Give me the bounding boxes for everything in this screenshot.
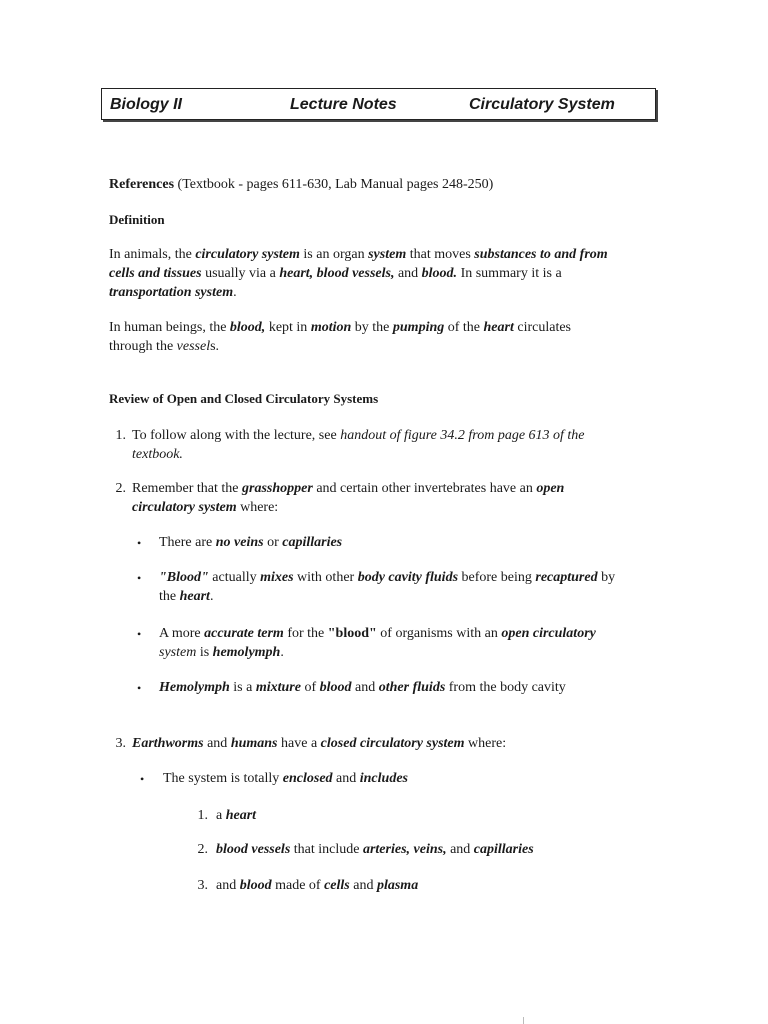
emphasis: blood. bbox=[421, 266, 458, 281]
emphasis: arteries, veins, bbox=[362, 842, 447, 857]
emphasis: mixes bbox=[260, 570, 294, 585]
review-heading: Review of Open and Closed Circulatory Systems bbox=[109, 391, 379, 406]
emphasis: plasma bbox=[376, 878, 419, 893]
item2-bullet3-line2 bbox=[159, 643, 284, 662]
item2-bullet2-line1 bbox=[159, 568, 615, 587]
subitem-number: 1. bbox=[197, 808, 208, 823]
definition-p1-line2 bbox=[109, 264, 562, 283]
emphasis: blood vessels bbox=[216, 842, 291, 857]
text-run: have a bbox=[277, 736, 321, 751]
emphasis: open bbox=[536, 481, 565, 496]
item2-line2 bbox=[132, 498, 278, 517]
text-run: where: bbox=[464, 736, 507, 751]
text-run: and bbox=[351, 680, 379, 695]
item-number: 2. bbox=[115, 481, 126, 496]
text-run: In summary it is a bbox=[457, 266, 562, 281]
emphasis: blood bbox=[239, 878, 272, 893]
emphasis: enclosed bbox=[282, 771, 333, 786]
emphasis: accurate term bbox=[204, 626, 284, 641]
text-run: through the bbox=[109, 339, 177, 354]
emphasis: circulatory system bbox=[195, 247, 300, 262]
text-run: from the body cavity bbox=[445, 680, 566, 695]
text-run: of organisms with an bbox=[376, 626, 502, 641]
text-run: is bbox=[196, 645, 213, 660]
emphasis: closed circulatory system bbox=[320, 736, 465, 751]
text-run: a bbox=[216, 808, 226, 823]
emphasis: recaptured bbox=[535, 570, 598, 585]
item-number: 3. bbox=[115, 736, 126, 751]
text-run: is a bbox=[229, 680, 256, 695]
text-run: There are bbox=[159, 535, 216, 550]
emphasis: "blood" bbox=[327, 626, 377, 641]
item2-bullet3-line1 bbox=[159, 624, 596, 643]
emphasis: capillaries bbox=[473, 842, 534, 857]
subitem-number: 3. bbox=[197, 878, 208, 893]
emphasis: vessel bbox=[176, 339, 211, 354]
text-run: by bbox=[597, 570, 616, 585]
emphasis: Hemolymph bbox=[159, 680, 230, 695]
emphasis: open circulatory bbox=[501, 626, 596, 641]
definition-p2-line1 bbox=[109, 318, 571, 337]
emphasis: "Blood" bbox=[159, 570, 209, 585]
text-run: that include bbox=[290, 842, 363, 857]
emphasis: mixture bbox=[255, 680, 301, 695]
emphasis: humans bbox=[230, 736, 278, 751]
bullet-icon: • bbox=[137, 627, 142, 641]
text-run: A more bbox=[159, 626, 205, 641]
bullet-icon: • bbox=[140, 772, 145, 786]
text-run: and bbox=[332, 771, 360, 786]
text-run: usually via a bbox=[201, 266, 280, 281]
definition-p2-line2 bbox=[109, 337, 219, 356]
emphasis: grasshopper bbox=[242, 481, 313, 496]
text-run: Remember that the bbox=[132, 481, 243, 496]
text-run: the bbox=[159, 589, 180, 604]
emphasis: blood, bbox=[229, 320, 266, 335]
emphasis: transportation system bbox=[109, 285, 234, 300]
emphasis: other fluids bbox=[378, 680, 446, 695]
emphasis: blood bbox=[319, 680, 352, 695]
text-run: kept in bbox=[265, 320, 311, 335]
item3-line1 bbox=[132, 734, 506, 753]
text-run: of bbox=[300, 680, 320, 695]
item2-bullet1 bbox=[159, 533, 342, 552]
text-run: To follow along with the lecture, see bbox=[132, 428, 341, 443]
emphasis: no veins bbox=[215, 535, 264, 550]
subitem-number: 2. bbox=[197, 842, 208, 857]
item2-bullet2-line2 bbox=[159, 587, 213, 606]
text-run: s. bbox=[210, 339, 220, 354]
text-run: . bbox=[280, 645, 284, 660]
text-run: and bbox=[446, 842, 474, 857]
text-run: circulates bbox=[513, 320, 571, 335]
text-run: or bbox=[263, 535, 283, 550]
emphasis: body cavity fluids bbox=[357, 570, 459, 585]
text-run: that moves bbox=[406, 247, 475, 262]
emphasis: includes bbox=[359, 771, 408, 786]
text-run: . bbox=[209, 589, 214, 604]
emphasis: heart bbox=[179, 589, 210, 604]
item3-bullet bbox=[163, 769, 408, 788]
text-run: and bbox=[203, 736, 231, 751]
subitem-1 bbox=[216, 806, 256, 825]
bullet-icon: • bbox=[137, 536, 142, 550]
topic-title: Circulatory System bbox=[469, 96, 615, 113]
text-run: for the bbox=[283, 626, 328, 641]
text-run: by the bbox=[351, 320, 393, 335]
emphasis: system bbox=[368, 247, 407, 262]
item-number: 1. bbox=[115, 428, 126, 443]
emphasis: circulatory system bbox=[132, 500, 237, 515]
emphasis: capillaries bbox=[282, 535, 343, 550]
text-run: before being bbox=[458, 570, 536, 585]
subitem-2 bbox=[216, 840, 534, 859]
text-run: and bbox=[394, 266, 422, 281]
subitem-3 bbox=[216, 876, 418, 895]
doc-type: Lecture Notes bbox=[290, 96, 397, 113]
emphasis: pumping bbox=[392, 320, 445, 335]
text-run: and bbox=[349, 878, 377, 893]
text-run: is an organ bbox=[299, 247, 369, 262]
course-title: Biology II bbox=[110, 96, 182, 113]
bullet-icon: • bbox=[137, 681, 142, 695]
emphasis: heart bbox=[225, 808, 257, 823]
references-line bbox=[109, 175, 493, 194]
emphasis: heart bbox=[483, 320, 514, 335]
text-run: The system is totally bbox=[163, 771, 283, 786]
emphasis: cells bbox=[324, 878, 350, 893]
text-run: and bbox=[216, 878, 240, 893]
emphasis: handout of figure 34.2 from page 613 of the bbox=[340, 428, 585, 443]
definition-p1-line1 bbox=[109, 245, 608, 264]
definition-heading: Definition bbox=[109, 212, 165, 227]
text-run: . bbox=[233, 285, 237, 300]
text-run: made of bbox=[271, 878, 325, 893]
text-run: where: bbox=[236, 500, 279, 515]
item1-line2 bbox=[132, 445, 183, 464]
text-run: of the bbox=[444, 320, 484, 335]
text-run: In animals, the bbox=[109, 247, 196, 262]
emphasis: Earthworms bbox=[132, 736, 204, 751]
emphasis: motion bbox=[310, 320, 352, 335]
bullet-icon: • bbox=[137, 571, 142, 585]
text-run: actually bbox=[208, 570, 261, 585]
text-run: and certain other invertebrates have an bbox=[312, 481, 537, 496]
scan-mark bbox=[523, 1017, 524, 1024]
emphasis: cells and tissues bbox=[109, 266, 202, 281]
text-run: In human beings, the bbox=[109, 320, 230, 335]
item2-line1 bbox=[132, 479, 564, 498]
emphasis: heart, blood vessels, bbox=[279, 266, 395, 281]
item1-line1 bbox=[132, 426, 585, 445]
emphasis: hemolymph bbox=[212, 645, 281, 660]
references-text: (Textbook - pages 611-630, Lab Manual pages 248-250) bbox=[174, 177, 494, 192]
definition-p1-line3 bbox=[109, 283, 237, 302]
emphasis: substances to and from bbox=[474, 247, 608, 262]
emphasis: textbook. bbox=[132, 447, 183, 462]
references-label: References bbox=[109, 177, 175, 192]
text-run: with other bbox=[293, 570, 358, 585]
item2-bullet4 bbox=[159, 678, 566, 697]
header-box bbox=[101, 88, 656, 120]
emphasis: system bbox=[159, 645, 197, 660]
